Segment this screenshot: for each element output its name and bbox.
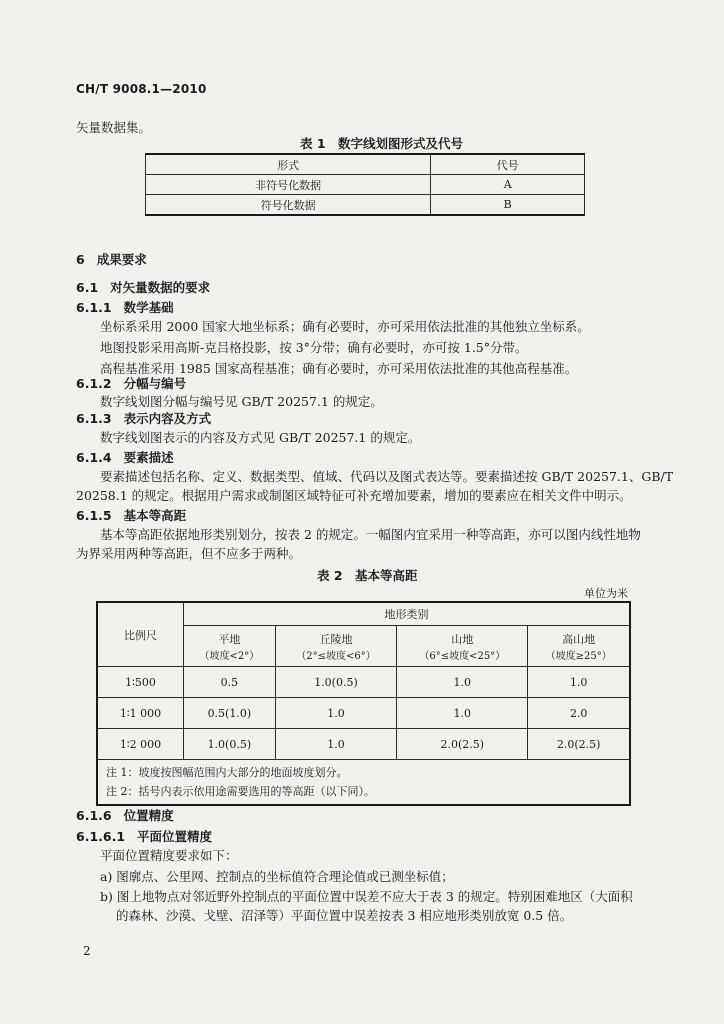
paragraph: 20258.1 的规定。根据用户需求或制图区域特征可补充增加要素，增加的要素应在相关文件中明示。 (76, 488, 632, 503)
table2-cell: 1.0(0.5) (184, 729, 276, 760)
table1-cell: B (431, 195, 585, 216)
table2-scale-cell: 1∶2 000 (97, 729, 184, 760)
table2 (96, 601, 631, 806)
section-title: 要素描述 (123, 450, 174, 465)
table2-notes (97, 760, 630, 806)
table2-col-high-mountain (528, 626, 630, 667)
section-title: 分幅与编号 (123, 376, 187, 391)
table2-caption: 表 2 基本等高距 (317, 568, 418, 583)
table2-cell: 1.0 (397, 698, 528, 729)
table2-cell: 2.0(2.5) (528, 729, 630, 760)
table2-header-row (97, 602, 630, 626)
table2-col-flat (184, 626, 276, 667)
table2-col-hilly (275, 626, 397, 667)
table-row (146, 175, 585, 195)
column-name: 山地 (451, 632, 474, 646)
section-title: 数学基础 (123, 300, 174, 315)
paragraph: 基本等高距依据地形类别划分，按表 2 的规定。一幅图内宜采用一种等高距，亦可以图内线性地物 (100, 527, 641, 542)
table1-cell: A (431, 175, 585, 195)
table1-cell: 非符号化数据 (146, 175, 431, 195)
section-title: 位置精度 (123, 808, 174, 823)
table1 (145, 153, 585, 216)
table1-header-row (146, 154, 585, 175)
paragraph: 数字线划图分幅与编号见 GB/T 20257.1 的规定。 (100, 394, 383, 409)
table2-cell: 1.0(0.5) (275, 667, 397, 698)
table-row (97, 667, 630, 698)
section-number: 6.1.3 (76, 411, 112, 426)
table1-header-form: 形式 (146, 154, 431, 175)
section-6-1-5-heading (76, 506, 186, 524)
paragraph: 为界采用两种等高距，但不应多于两种。 (76, 546, 302, 561)
section-title: 成果要求 (96, 252, 147, 267)
table2-cell: 1.0 (528, 667, 630, 698)
section-title: 平面位置精度 (137, 829, 213, 844)
table-row (97, 729, 630, 760)
paragraph: 平面位置精度要求如下： (100, 848, 238, 863)
paragraph: 数字线划图表示的内容及方式见 GB/T 20257.1 的规定。 (100, 430, 421, 445)
table2-cell: 1.0 (275, 729, 397, 760)
list-item: 的森林、沙漠、戈壁、沼泽等）平面位置中误差按表 3 相应地形类别放宽 0.5 倍。 (116, 908, 573, 923)
table1-caption: 表 1 数字线划图形式及代号 (300, 136, 464, 151)
table-row (97, 698, 630, 729)
section-number: 6.1 (76, 280, 99, 295)
list-item: b) 图上地物点对邻近野外控制点的平面位置中误差不应大于表 3 的规定。特别困难地区（大面积 (100, 889, 633, 904)
column-name: 高山地 (562, 632, 596, 646)
section-number: 6.1.6.1 (76, 829, 126, 844)
section-6-1-6-heading (76, 806, 174, 824)
section-number: 6.1.4 (76, 450, 112, 465)
page-number: 2 (83, 944, 91, 958)
standard-number: CH/T 9008.1—2010 (76, 82, 207, 96)
table2-cell: 2.0 (528, 698, 630, 729)
table2-cell: 1.0 (275, 698, 397, 729)
paragraph: 要素描述包括名称、定义、数据类型、值域、代码以及图式表达等。要素描述按 GB/T 20257.1、GB/T (100, 469, 674, 484)
table2-col-mountain (397, 626, 528, 667)
column-range: （2°≤坡度<6°） (296, 650, 376, 662)
list-item: a) 图廓点、公里网、控制点的坐标值符合理论值或已测坐标值； (100, 869, 454, 884)
section-title: 对矢量数据的要求 (110, 280, 211, 295)
table2-cell: 0.5 (184, 667, 276, 698)
table2-scale-cell: 1∶500 (97, 667, 184, 698)
table2-notes-row (97, 760, 630, 806)
column-name: 丘陵地 (319, 632, 353, 646)
table2-terrain-header: 地形类别 (184, 602, 631, 626)
table1-header-code: 代号 (431, 154, 585, 175)
column-range: （6°≤坡度<25°） (419, 650, 506, 662)
section-number: 6.1.5 (76, 508, 112, 523)
section-title: 基本等高距 (123, 508, 187, 523)
section-6-1-4-heading (76, 448, 174, 466)
table2-cell: 0.5(1.0) (184, 698, 276, 729)
section-6-1-3-heading (76, 409, 211, 427)
table-note: 注 2：括号内表示依用途需要选用的等高距（以下同）。 (106, 785, 375, 798)
column-range: （坡度≥25°） (545, 650, 612, 662)
section-number: 6.1.1 (76, 300, 112, 315)
intro-line: 矢量数据集。 (76, 120, 152, 135)
table2-cell: 1.0 (397, 667, 528, 698)
section-number: 6.1.2 (76, 376, 112, 391)
section-title: 表示内容及方式 (123, 411, 212, 426)
paragraph: 高程基准采用 1985 国家高程基准；确有必要时，亦可采用依法批准的其他高程基准。 (100, 361, 578, 376)
column-range: （坡度<2°） (199, 650, 260, 662)
table-row (146, 195, 585, 216)
section-number: 6.1.6 (76, 808, 112, 823)
paragraph: 地图投影采用高斯-克吕格投影，按 3°分带；确有必要时，亦可按 1.5°分带。 (100, 340, 528, 355)
section-6-1-2-heading (76, 374, 186, 392)
section-6-1-1-heading (76, 298, 174, 316)
table-note: 注 1：坡度按图幅范围内大部分的地面坡度划分。 (106, 766, 348, 779)
table2-scale-header: 比例尺 (97, 602, 184, 667)
section-6-1-heading (76, 278, 210, 296)
table2-scale-cell: 1∶1 000 (97, 698, 184, 729)
table2-unit: 单位为米 (584, 587, 628, 600)
table1-cell: 符号化数据 (146, 195, 431, 216)
section-6-heading (76, 250, 147, 268)
paragraph: 坐标系采用 2000 国家大地坐标系；确有必要时，亦可采用依法批准的其他独立坐标系。 (100, 319, 590, 334)
column-name: 平地 (218, 632, 241, 646)
section-number: 6 (76, 252, 85, 267)
section-6-1-6-1-heading (76, 827, 212, 845)
table2-cell: 2.0(2.5) (397, 729, 528, 760)
